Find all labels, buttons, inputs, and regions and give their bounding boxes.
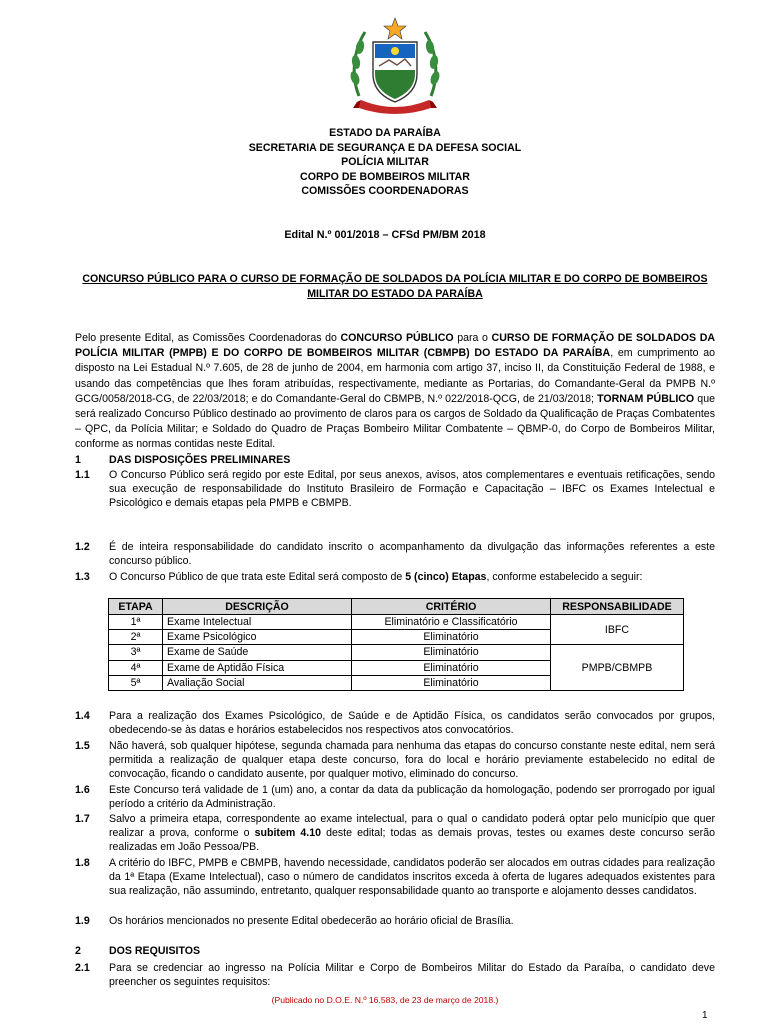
item-text: Para a realização dos Exames Psicológico, de Saúde e de Aptidão Física, os candidatos serão convocados por grupos, obedecendo-se às datas e horários estabelecidos nos respectivos atos convocatórios. xyxy=(109,710,715,737)
section-number: 1 xyxy=(75,454,81,466)
item-number: 1.3 xyxy=(75,571,90,583)
column-header: CRITÉRIO xyxy=(352,599,551,615)
item-text: O Concurso Público será regido por este Edital, por seus anexos, avisos, atos complementares e eventuais retificações, sendo sua execução de responsabilidade do Instituto Brasileiro de Formação e Capacitação – IBFC os Exames Intelectual e Psicológico e demais etapas pela PMPB e CBMPB. xyxy=(109,469,715,510)
table-cell: 4ª xyxy=(109,660,163,675)
stages-table xyxy=(108,598,684,691)
column-header: ETAPA xyxy=(109,599,163,615)
publication-note: (Publicado no D.O.E. N.º 16.583, de 23 de março de 2018.) xyxy=(271,995,499,1005)
table-cell: Eliminatório xyxy=(352,630,551,645)
edital-number: Edital N.º 001/2018 – CFSd PM/BM 2018 xyxy=(284,229,486,241)
column-header: DESCRIÇÃO xyxy=(163,599,352,615)
item-number: 1.8 xyxy=(75,857,90,869)
item-text xyxy=(109,570,715,584)
item-number: 1.6 xyxy=(75,784,90,796)
table-cell: Exame de Aptidão Física xyxy=(163,660,352,675)
item-text: É de inteira responsabilidade do candidato inscrito o acompanhamento da divulgação das informações referentes a este concurso público. xyxy=(109,541,715,568)
item-text-bold: 5 (cinco) Etapas xyxy=(405,571,487,583)
item-text: A critério do IBFC, PMPB e CBMPB, havendo necessidade, candidatos poderão ser alocados em outras cidades para realização da 1ª Etapa (Exame Intelectual), caso o número de candidatos inscritos exceda à oferta de lugares adequados existentes para sua realização, não assumindo, entretanto, qualquer responsabilidade quanto ao transporte e alojamento desses candidatos. xyxy=(109,857,715,898)
table-cell: Exame de Saúde xyxy=(163,645,352,660)
item-text-part: , conforme estabelecido a seguir: xyxy=(486,571,643,583)
table-cell: 3ª xyxy=(109,645,163,660)
section-number: 2 xyxy=(75,945,81,957)
item-text xyxy=(109,812,715,855)
item-number: 1.1 xyxy=(75,469,90,481)
item-number: 2.1 xyxy=(75,962,90,974)
table-cell: Eliminatório xyxy=(352,675,551,690)
intro-text: Pelo presente Edital, as Comissões Coordenadoras do xyxy=(75,332,341,344)
intro-bold: CURSO DE FORMAÇÃO DE SOLDADOS DA POLÍCIA MILITAR (PMPB) E DO CORPO DE BOMBEIROS MILITAR (CBMPB) DO ESTADO DA PARAÍBA xyxy=(75,332,715,360)
item-number: 1.9 xyxy=(75,915,90,927)
table-cell: Avaliação Social xyxy=(163,675,352,690)
table-cell: 1ª xyxy=(109,615,163,630)
table-cell: PMPB/CBMPB xyxy=(551,645,684,691)
header-block xyxy=(0,126,770,199)
table-header-row xyxy=(109,599,684,615)
item-text-part: O Concurso Público de que trata este Edital será composto de xyxy=(109,571,406,583)
item-text: Os horários mencionados no presente Edital obedecerão ao horário oficial de Brasília. xyxy=(109,915,514,927)
table-cell: Eliminatório xyxy=(352,660,551,675)
table-cell: 5ª xyxy=(109,675,163,690)
item-number: 1.7 xyxy=(75,813,90,825)
item-number: 1.2 xyxy=(75,541,90,553)
intro-paragraph xyxy=(75,331,715,453)
document-title: CONCURSO PÚBLICO PARA O CURSO DE FORMAÇÃO DE SOLDADOS DA POLÍCIA MILITAR E DO CORPO DE BOMBEIROS MILITAR DO ESTADO DA PARAÍBA xyxy=(82,273,708,300)
item-text-bold: subitem 4.10 xyxy=(254,827,321,840)
header-line: SECRETARIA DE SEGURANÇA E DA DEFESA SOCIAL xyxy=(248,141,522,154)
table-cell: 2ª xyxy=(109,630,163,645)
table-cell: IBFC xyxy=(551,615,684,645)
item-text-part: Salvo a primeira etapa, correspondente ao exame intelectual, para o qual o candidato poderá optar pelo município que quer realizar a prova, conforme o xyxy=(109,813,715,840)
header-line: ESTADO DA PARAÍBA xyxy=(329,127,441,139)
column-header: RESPONSABILIDADE xyxy=(551,599,684,615)
intro-text: , em cumprimento ao disposto na Lei Estadual N.º 7.605, de 28 de junho de 2004, em harmonia com artigo 37, inciso II, da Constituição Federal de 1988, e usando das competências que lhes foram atribuídas, respectivamente, mediante as Portarias, do Comandante-Geral da PMPB N.º GCG/0058/2018-CG, de 22/03/2018; e do Comandante-Geral do CBMPB, N.º 022/2018-QCG, de 21/03/2018; xyxy=(75,347,715,405)
intro-text: para o xyxy=(453,332,492,344)
item-number: 1.4 xyxy=(75,710,90,722)
header-line: POLÍCIA MILITAR xyxy=(341,156,429,169)
item-text: Para se credenciar ao ingresso na Polícia Militar e Corpo de Bombeiros Militar do Estado da Paraíba, o candidato deve preencher os seguintes requisitos: xyxy=(109,962,715,989)
intro-text: que será realizado Concurso Público destinado ao provimento de claros para os cargos de Soldado da Qualificação de Praças Combatentes – QPC, da Polícia Militar; e Soldado do Quadro de Praças Bombeiro Militar Combatente – QBMP-0, do Corpo de Bombeiros Militar, conforme as normas contidas neste Edital. xyxy=(75,392,715,451)
table-row xyxy=(109,615,684,630)
table-row xyxy=(109,645,684,660)
section-title: DAS DISPOSIÇÕES PRELIMINARES xyxy=(109,454,291,466)
header-line: CORPO DE BOMBEIROS MILITAR xyxy=(300,170,470,183)
header-line: COMISSÕES COORDENADORAS xyxy=(301,185,469,198)
page-number: 1 xyxy=(702,1010,708,1021)
intro-bold: TORNAM PÚBLICO xyxy=(597,392,695,405)
item-text: Não haverá, sob qualquer hipótese, segunda chamada para nenhuma das etapas do concurso constante neste edital, nem será permitida a realização de qualquer etapa deste concurso, fora do local e horário previamente estabelecido no edital de convocação, ficando o candidato ausente, por qualquer motivo, eliminado do concurso. xyxy=(109,740,715,781)
state-coat-of-arms-icon xyxy=(345,16,445,116)
section-title: DOS REQUISITOS xyxy=(109,945,201,957)
item-text: Este Concurso terá validade de 1 (um) ano, a contar da data da publicação da homologação, podendo ser prorrogado por igual período a critério da Administração. xyxy=(109,784,715,811)
table-cell: Eliminatório e Classificatório xyxy=(352,615,551,630)
table-cell: Exame Intelectual xyxy=(163,615,352,630)
table-cell: Exame Psicológico xyxy=(163,630,352,645)
item-number: 1.5 xyxy=(75,740,90,752)
table-cell: Eliminatório xyxy=(352,645,551,660)
intro-bold: CONCURSO PÚBLICO xyxy=(340,332,454,344)
item-text-part: deste edital; todas as demais provas, testes ou exames deste concurso serão realizadas em João Pessoa/PB. xyxy=(109,827,715,854)
